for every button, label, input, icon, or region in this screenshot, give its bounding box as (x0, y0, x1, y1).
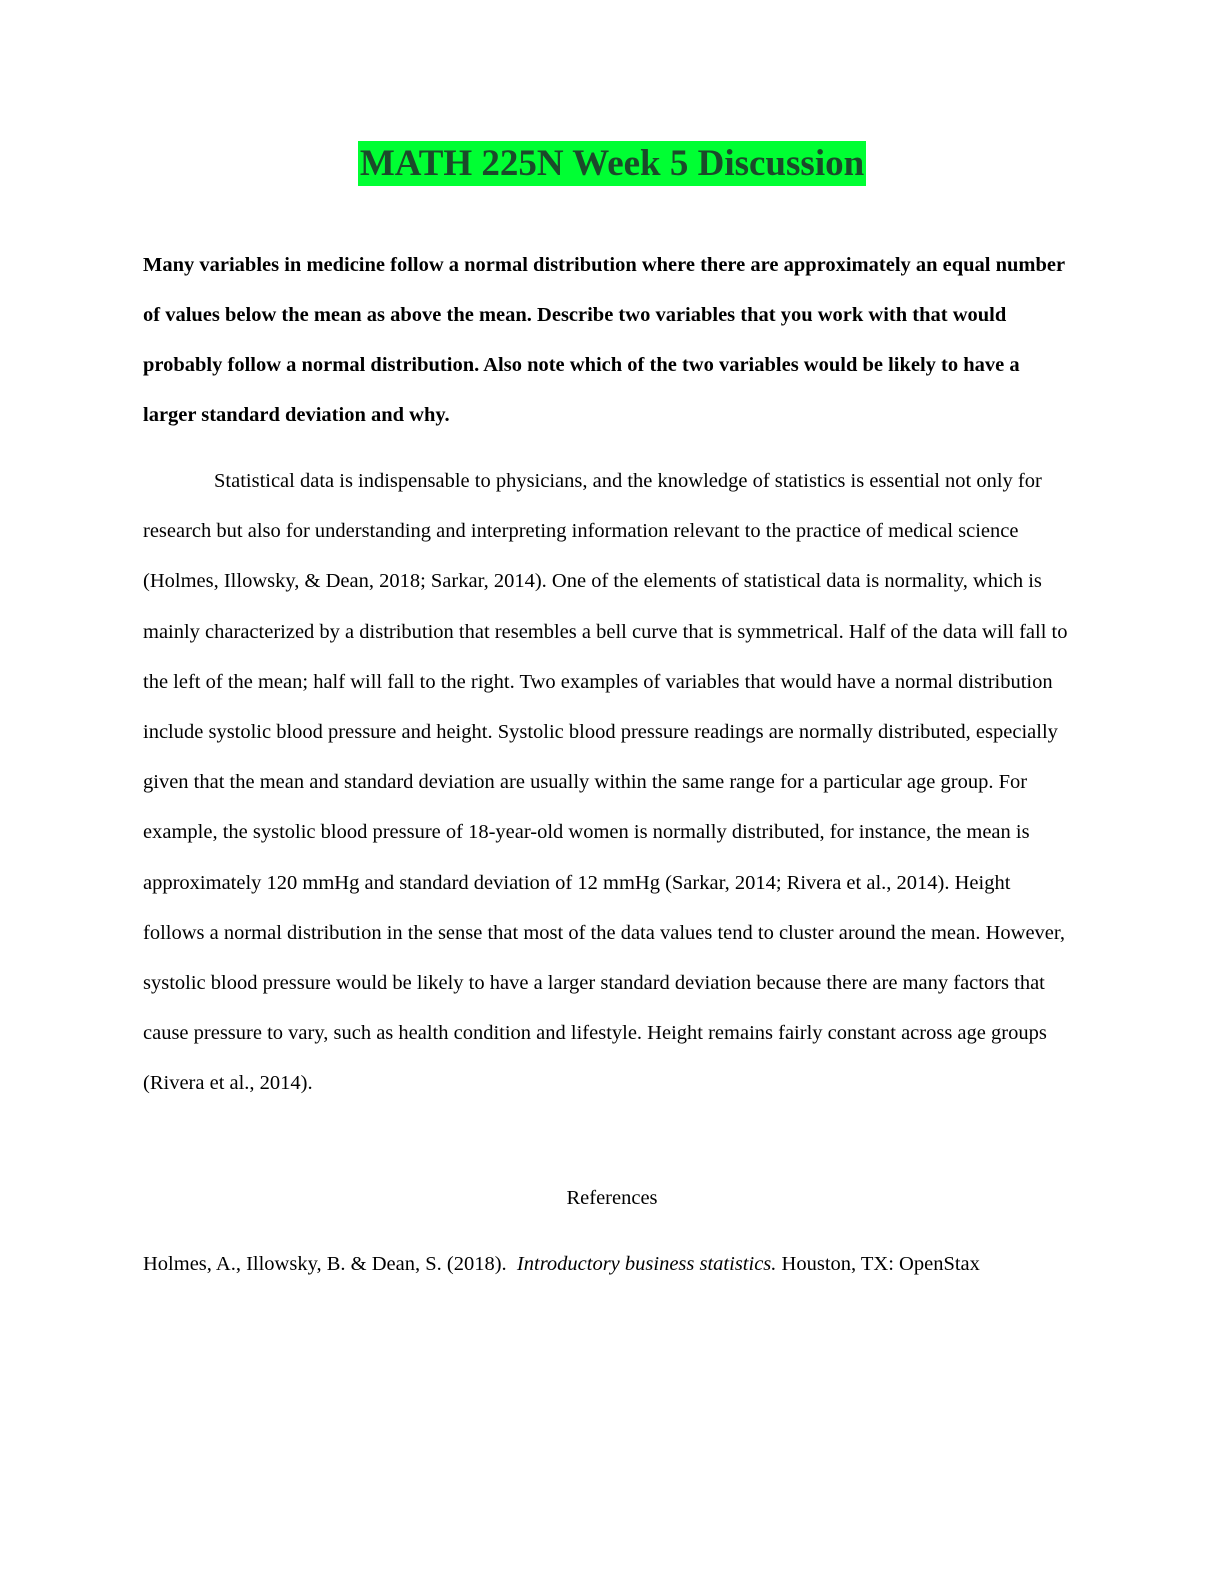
reference-entry (143, 1239, 1103, 1289)
reference-publisher: Houston, TX: OpenStax (781, 1253, 980, 1275)
discussion-response: Statistical data is indispensable to physicians, and the knowledge of statistics is essential not only for research but also for understanding and interpreting information relevant to the practice of medical science (Holmes, Illowsky, & Dean, 2018; Sarkar, 2014). One of the elements of statistical data is normality, which is mainly characterized by a distribution that resembles a bell curve that is symmetrical. Half of the data will fall to the left of the mean; half will fall to the right. Two examples of variables that would have a normal distribution include systolic blood pressure and height. Systolic blood pressure readings are normally distributed, especially given that the mean and standard deviation are usually within the same range for a particular age group. For example, the systolic blood pressure of 18-year-old women is normally distributed, for instance, the mean is approximately 120 mmHg and standard deviation of 12 mmHg (Sarkar, 2014; Rivera et al., 2014). Height follows a normal distribution in the sense that most of the data values tend to cluster around the mean. However, systolic blood pressure would be likely to have a larger standard deviation because there are many factors that cause pressure to vary, such as health condition and lifestyle. Height remains fairly constant across age groups (Rivera et al., 2014). (143, 470, 1068, 1095)
discussion-prompt: Many variables in medicine follow a normal distribution where there are approximately an equal number of values below the mean as above the mean. Describe two variables that you work with that would probably follow a normal distribution. Also note which of the two variables would be likely to have a larger standard deviation and why. (143, 254, 1065, 426)
reference-book-title: Introductory business statistics. (516, 1253, 777, 1275)
document-title: MATH 225N Week 5 Discussion (359, 143, 865, 184)
reference-authors: Holmes, A., Illowsky, B. & Dean, S. (2018). (143, 1253, 507, 1275)
references-heading: References (566, 1187, 658, 1209)
title-container (0, 141, 1224, 186)
